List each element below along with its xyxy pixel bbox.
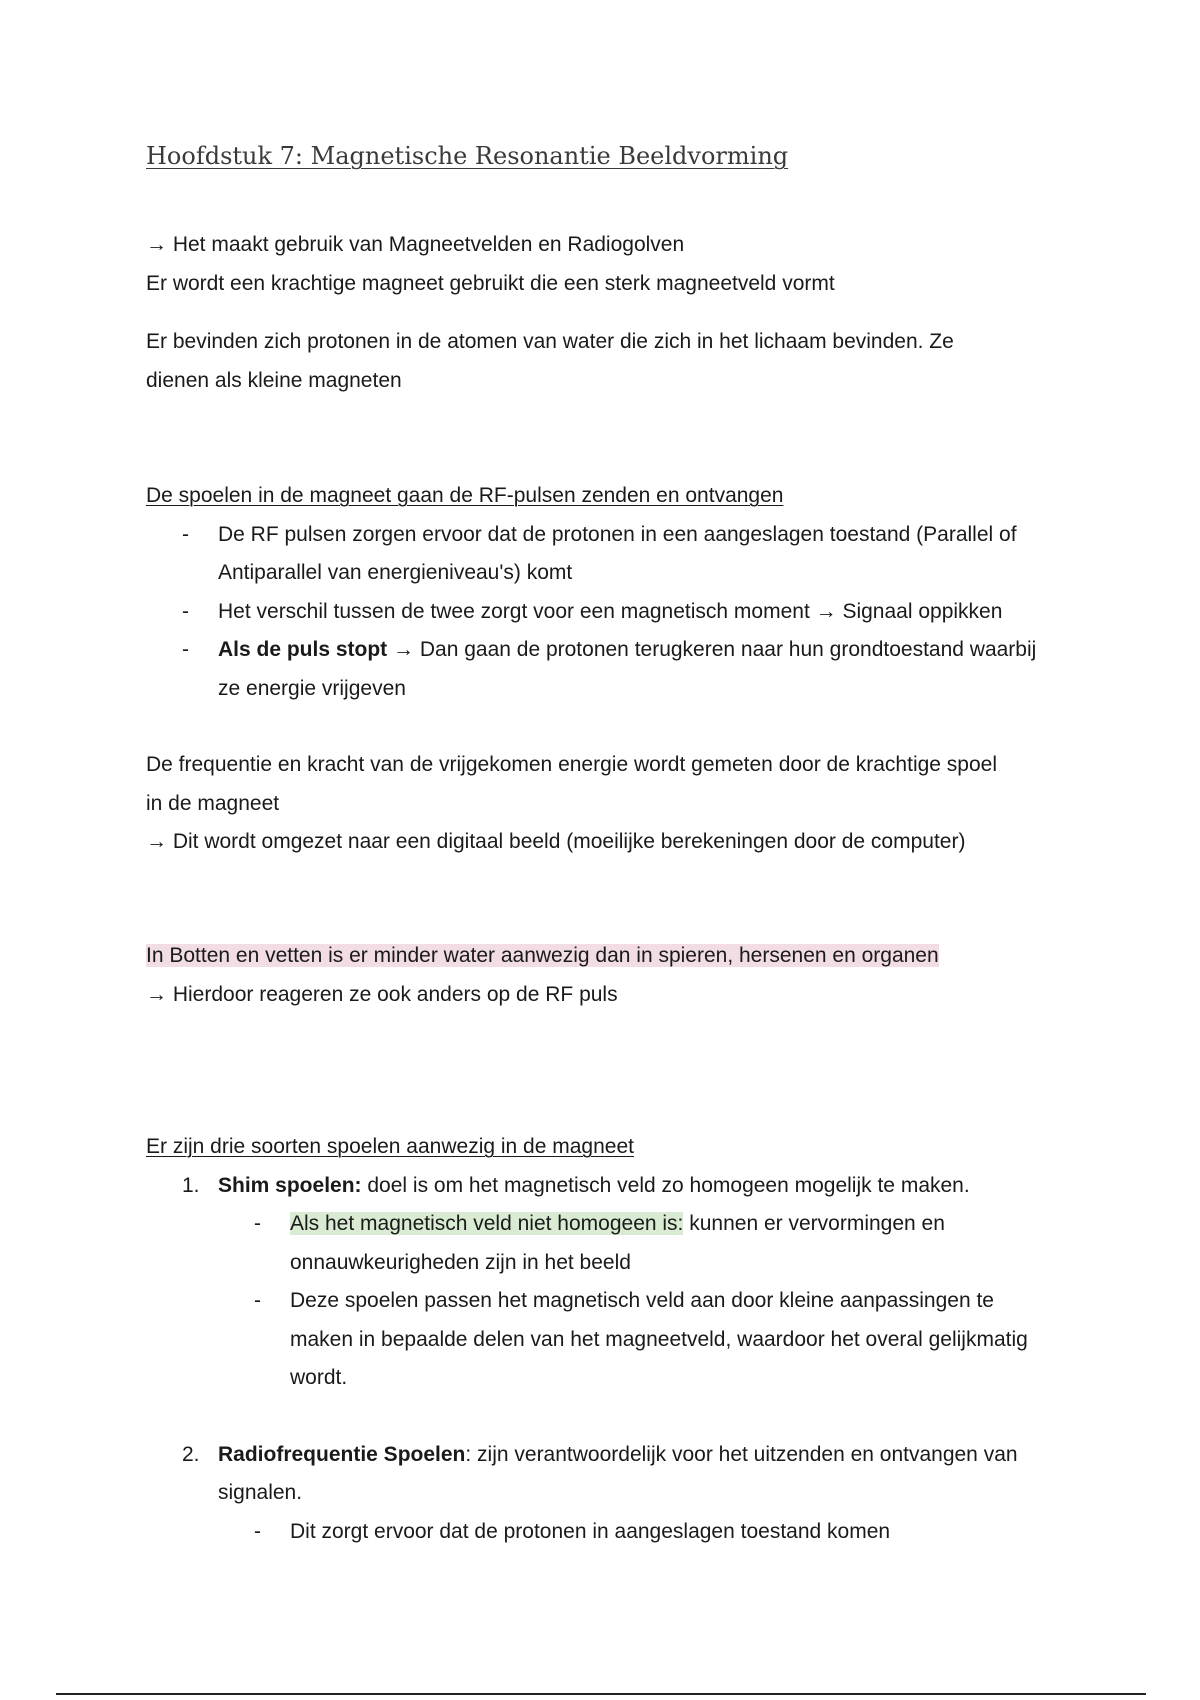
rf-coils-section xyxy=(146,477,1066,708)
intro-line-2: Er wordt een krachtige magneet gebruikt die een sterk magneetveld vormt xyxy=(146,271,835,295)
list-item xyxy=(146,1513,1066,1552)
rf-coils-heading: De spoelen in de magneet gaan de RF-pulsen zenden en ontvangen xyxy=(146,484,784,507)
inhomogeneous-highlight: Als het magnetisch veld niet homogeen is: xyxy=(290,1212,684,1235)
list-item xyxy=(146,631,1066,708)
list-item xyxy=(146,1205,1066,1282)
tissue-line-2: → Hierdoor reageren ze ook anders op de RF puls xyxy=(146,982,618,1006)
bullet-marker: - xyxy=(254,1212,261,1235)
list-number: 1. xyxy=(182,1173,200,1197)
pulse-stops-text: → Dan gaan de protonen terugkeren naar hun grondtoestand waarbij ze energie vrijgeven xyxy=(218,638,1037,700)
pulse-stops-label: Als de puls stopt xyxy=(218,638,388,661)
shim-coils-label: Shim spoelen: xyxy=(218,1173,362,1197)
list-item xyxy=(146,1167,1066,1206)
protons-line-2: dienen als kleine magneten xyxy=(146,368,402,392)
rf-coils-label: Radiofrequentie Spoelen xyxy=(218,1442,466,1466)
list-item xyxy=(146,593,1066,632)
bullet-marker: - xyxy=(254,1289,261,1312)
list-item xyxy=(146,516,1066,593)
shim-adjust-text: Deze spoelen passen het magnetisch veld aan door kleine aanpassingen te maken in bepaalde delen van het magneetveld, waardoor het overal gelijkmatig wordt. xyxy=(290,1289,1028,1389)
three-coils-section xyxy=(146,1128,1066,1551)
list-number: 2. xyxy=(182,1442,200,1466)
frequency-line-1: De frequentie en kracht van de vrijgekomen energie wordt gemeten door de krachtige spoel xyxy=(146,753,998,776)
chapter-title: Hoofdstuk 7: Magnetische Resonantie Beeldvorming xyxy=(146,142,789,170)
shim-coils-text: doel is om het magnetisch veld zo homogeen mogelijk te maken. xyxy=(361,1173,970,1197)
bullet-marker: - xyxy=(254,1519,261,1543)
protons-paragraph xyxy=(146,323,1066,400)
bullet-marker: - xyxy=(182,599,189,623)
bullet-marker: - xyxy=(182,638,189,661)
frequency-line-3: → Dit wordt omgezet naar een digitaal beeld (moeilijke berekeningen door de computer) xyxy=(146,830,966,853)
bottom-divider xyxy=(56,1693,1146,1695)
three-coils-heading: Er zijn drie soorten spoelen aanwezig in de magneet xyxy=(146,1135,634,1158)
intro-paragraph xyxy=(146,226,1066,303)
protons-line-1: Er bevinden zich protonen in de atomen van water die zich in het lichaam bevinden. Ze xyxy=(146,330,954,353)
list-item xyxy=(146,1436,1066,1513)
tissue-highlight: In Botten en vetten is er minder water aanwezig dan in spieren, hersenen en organen xyxy=(146,944,939,967)
tissue-paragraph xyxy=(146,937,1066,1014)
list-item xyxy=(146,1282,1066,1398)
list-item-text: De RF pulsen zorgen ervoor dat de protonen in een aangeslagen toestand (Parallel of Antiparallel van energieniveau's) komt xyxy=(218,522,1017,584)
rf-coils-text: : zijn verantwoordelijk voor het uitzenden en ontvangen van signalen. xyxy=(218,1442,1018,1504)
frequency-paragraph xyxy=(146,746,1066,862)
excited-state-text: Dit zorgt ervoor dat de protonen in aangeslagen toestand komen xyxy=(290,1519,891,1543)
inhomogeneous-text: kunnen er vervormingen en onnauwkeurigheden zijn in het beeld xyxy=(290,1212,945,1274)
intro-line-1: → Het maakt gebruik van Magneetvelden en Radiogolven xyxy=(146,233,685,256)
frequency-line-2: in de magneet xyxy=(146,791,280,815)
bullet-marker: - xyxy=(182,522,189,546)
list-item-text: Het verschil tussen de twee zorgt voor een magnetisch moment → Signaal oppikken xyxy=(218,599,1003,623)
